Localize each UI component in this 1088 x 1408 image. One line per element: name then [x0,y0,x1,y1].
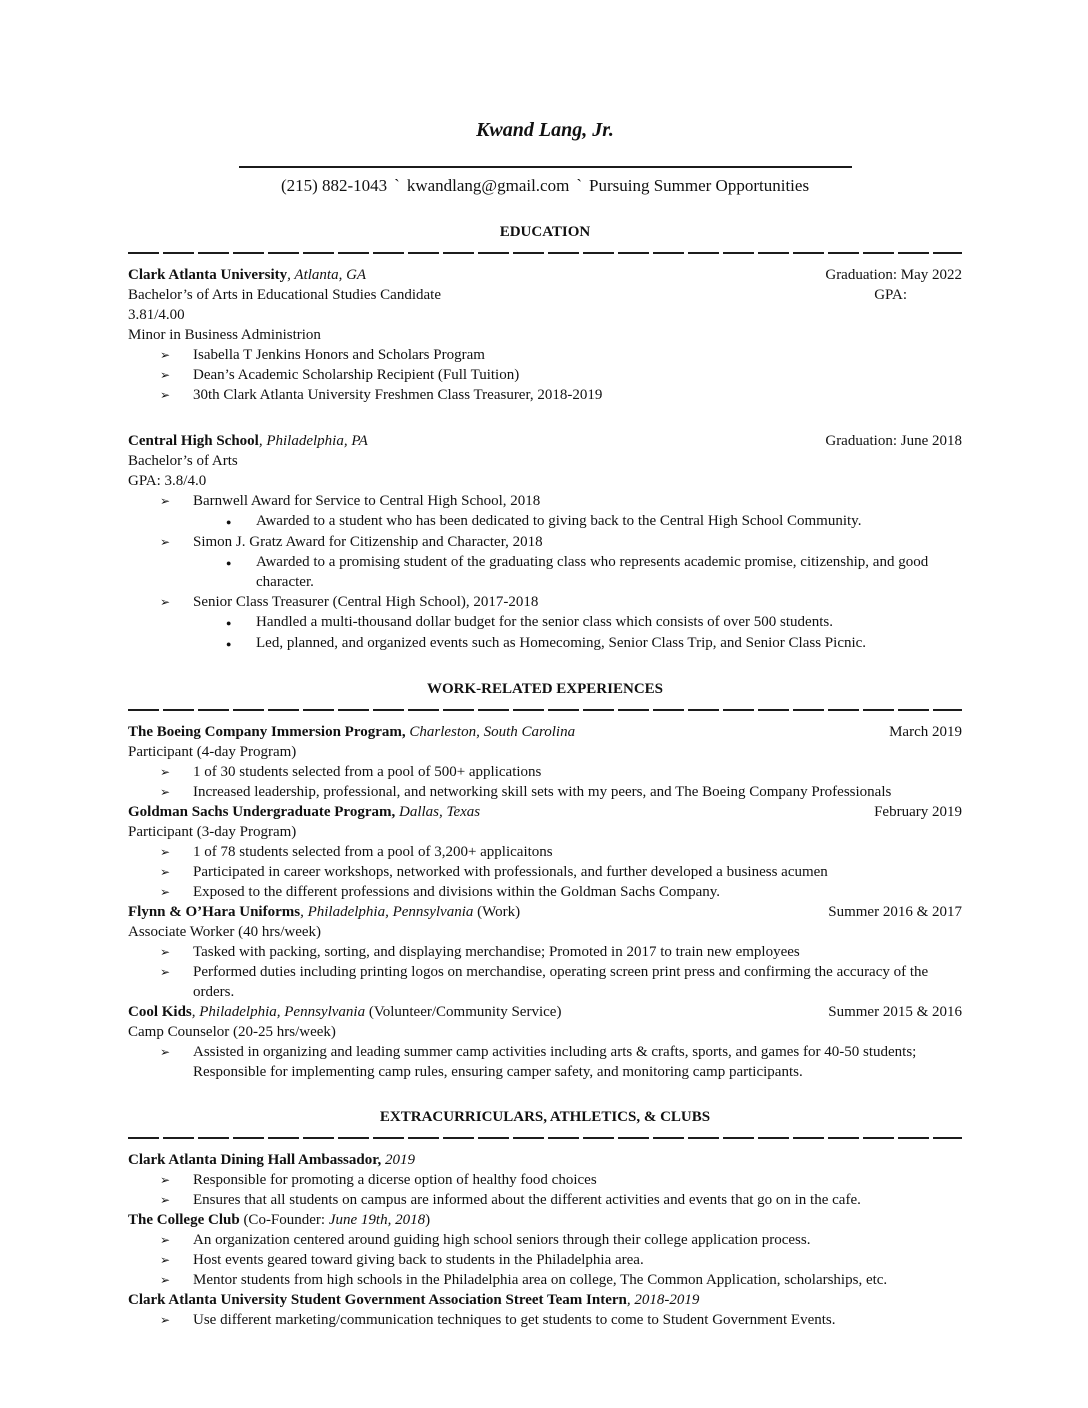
bullet-item [128,385,962,405]
school-header [128,265,366,285]
bullet-text: Responsible for promoting a dicerse option of healthy food choices [193,1172,597,1188]
bullet-text: Participated in career workshops, networked with professionals, and further developed a business acumen [193,864,828,880]
bullet-arrow-icon: ➢ [160,945,171,959]
section-title-work: WORK-RELATED EXPERIENCES [426,681,663,697]
bullet-item [128,1250,962,1270]
email-address: kwandlang@gmail.com [406,176,570,195]
org-header-row [128,902,962,922]
bullet-text: 1 of 30 students selected from a pool of 500+ applications [193,764,542,780]
minor-line: Minor in Business Administrion [128,327,321,343]
work-entry-flynn-ohara [128,902,962,1002]
gpa-label: GPA: [874,287,907,303]
bullet-item [128,1042,962,1082]
work-entry-cool-kids [128,1002,962,1082]
sub-bullet-item [128,633,962,654]
org-name: The Boeing Company Immersion Program, [128,724,406,740]
graduation-date: Graduation: June 2018 [825,433,962,449]
bullet-arrow-icon: ➢ [160,1045,171,1059]
bullet-text: Senior Class Treasurer (Central High School), 2017-2018 [193,594,539,610]
bullet-dot-icon: ● [226,517,232,527]
org-name: Goldman Sachs Undergraduate Program, [128,804,396,820]
role-line: Associate Worker (40 hrs/week) [128,924,322,940]
bullet-arrow-icon: ➢ [160,1273,171,1287]
bullet-text: Led, planned, and organized events such as Homecoming, Senior Class Trip, and Senior Class Picnic. [256,635,867,651]
contact-separator: ` [394,176,400,195]
bullet-dot-icon: ● [226,558,232,568]
bullet-arrow-icon: ➢ [160,1193,171,1207]
bullet-item [128,782,962,802]
section-divider [128,252,962,254]
bullet-item [128,1270,962,1290]
entry-date: March 2019 [889,724,962,740]
degree-row [128,285,962,305]
section-title-extracurriculars: EXTRACURRICULARS, ATHLETICS, & CLUBS [379,1109,711,1125]
org-location: , Philadelphia, Pennsylvania [300,904,474,920]
sub-bullet-item [128,612,962,633]
bullet-text: Mentor students from high schools in the Philadelphia area on college, The Common Application, scholarships, etc. [193,1272,888,1288]
org-header-row [128,1002,962,1022]
degree-line: Bachelor’s of Arts [128,453,238,469]
spacer [128,405,962,431]
bullet-text: Use different marketing/communication techniques to get students to come to Student Government Events. [193,1312,836,1328]
gpa-line: GPA: 3.8/4.0 [128,473,207,489]
school-header [128,431,368,451]
org-location: , Philadelphia, Pennsylvania [191,1004,366,1020]
role-line: Participant (3-day Program) [128,824,297,840]
contact-line [128,175,962,197]
bullet-item [128,1310,962,1330]
role-line: Participant (4-day Program) [128,744,297,760]
bullet-arrow-icon: ➢ [160,1233,171,1247]
bullet-item [128,762,962,782]
bullet-text: Dean’s Academic Scholarship Recipient (Full Tuition) [193,367,520,383]
bullet-text: Simon J. Gratz Award for Citizenship and Character, 2018 [193,534,543,550]
bullet-arrow-icon: ➢ [160,388,171,402]
org-header [128,802,480,822]
org-location: Dallas, Texas [395,804,481,820]
bullet-text: Awarded to a student who has been dedicated to giving back to the Central High School Community. [256,513,862,529]
bullet-arrow-icon: ➢ [160,494,171,508]
bullet-arrow-icon: ➢ [160,535,171,549]
entry-date: Summer 2016 & 2017 [828,904,962,920]
org-detail: , 2018-2019 [626,1292,700,1308]
work-entry-boeing [128,722,962,802]
bullet-item [128,345,962,365]
bullet-text: Increased leadership, professional, and networking skill sets with my peers, and The Boeing Company Professionals [193,784,892,800]
bullet-text: Assisted in organizing and leading summer camp activities including arts & crafts, sports, and games for 40-50 students; Responsible for implementing camp rules, ensuring camper safety, and monitoring camp participants. [193,1044,917,1080]
org-detail: 2019 [381,1152,415,1168]
org-header [128,1290,962,1310]
org-name: Clark Atlanta Dining Hall Ambassador, [128,1152,382,1168]
contact-separator: ` [576,176,582,195]
bullet-item [128,1230,962,1250]
bullet-arrow-icon: ➢ [160,765,171,779]
bullet-text: Barnwell Award for Service to Central High School, 2018 [193,493,541,509]
org-note: (Volunteer/Community Service) [365,1004,562,1020]
bullet-arrow-icon: ➢ [160,965,171,979]
work-entry-goldman-sachs [128,802,962,902]
org-detail-prefix: (Co-Founder: [239,1212,329,1228]
org-name: Flynn & O’Hara Uniforms [128,904,301,920]
graduation-date: Graduation: May 2022 [825,267,962,283]
org-note: (Work) [473,904,521,920]
extra-entry-sga-street-team [128,1290,962,1330]
sub-bullet-item [128,552,962,592]
org-detail: June 19th, 2018 [328,1212,426,1228]
entry-date: February 2019 [874,804,962,820]
bullet-item [128,532,962,552]
bullet-item [128,862,962,882]
phone-number: (215) 882-1043 [280,176,388,195]
objective-status: Pursuing Summer Opportunities [589,176,810,195]
org-name: Cool Kids [128,1004,192,1020]
school-header-row [128,265,962,285]
bullet-arrow-icon: ➢ [160,885,171,899]
extra-entry-college-club [128,1210,962,1290]
sub-bullet-item [128,511,962,532]
org-header [128,1150,962,1170]
bullet-text: An organization centered around guiding high school seniors through their college application process. [193,1232,811,1248]
bullet-arrow-icon: ➢ [160,1173,171,1187]
bullet-arrow-icon: ➢ [160,348,171,362]
bullet-text: 1 of 78 students selected from a pool of 3,200+ applicaitons [193,844,553,860]
bullet-text: Tasked with packing, sorting, and displaying merchandise; Promoted in 2017 to train new employees [193,944,800,960]
bullet-text: Exposed to the different professions and divisions within the Goldman Sachs Company. [193,884,721,900]
candidate-name: Kwand Lang, Jr. [476,119,614,141]
org-header [128,1210,962,1230]
org-detail-suffix: ) [425,1212,431,1228]
org-header-row [128,802,962,822]
bullet-text: Handled a multi-thousand dollar budget for the senior class which consists of over 500 students. [256,614,833,630]
extra-entry-dining-hall [128,1150,962,1210]
bullet-dot-icon: ● [226,618,232,628]
section-title-education: EDUCATION [499,224,591,240]
org-location: Charleston, South Carolina [405,724,576,740]
degree-line: Bachelor’s of Arts in Educational Studies Candidate [128,287,441,303]
education-entry-central-high [128,431,962,654]
school-name: Clark Atlanta University [128,267,288,283]
bullet-text: Host events geared toward giving back to students in the Philadelphia area. [193,1252,644,1268]
bullet-arrow-icon: ➢ [160,1253,171,1267]
bullet-item [128,882,962,902]
org-header [128,902,520,922]
org-header-row [128,722,962,742]
org-header [128,722,575,742]
bullet-arrow-icon: ➢ [160,785,171,799]
bullet-arrow-icon: ➢ [160,368,171,382]
school-location: , Philadelphia, PA [258,433,368,449]
bullet-item [128,1190,962,1210]
bullet-text: 30th Clark Atlanta University Freshmen Class Treasurer, 2018-2019 [193,387,603,403]
school-name: Central High School [128,433,259,449]
bullet-arrow-icon: ➢ [160,865,171,879]
section-divider [128,1137,962,1139]
bullet-item [128,962,962,1002]
school-header-row [128,431,962,451]
org-header [128,1002,561,1022]
bullet-text: Awarded to a promising student of the graduating class who represents academic promise, citizenship, and good character. [256,554,929,590]
gpa-value: 3.81/4.00 [128,307,185,323]
header-rule [239,166,852,168]
education-entry-clark-atlanta [128,265,962,405]
org-name: The College Club [128,1212,240,1228]
bullet-item [128,842,962,862]
bullet-item [128,942,962,962]
org-name: Clark Atlanta University Student Government Association Street Team Intern [128,1292,627,1308]
school-location: , Atlanta, GA [287,267,367,283]
bullet-item [128,491,962,511]
bullet-item [128,592,962,612]
bullet-arrow-icon: ➢ [160,845,171,859]
bullet-text: Ensures that all students on campus are informed about the different activities and events that go on in the cafe. [193,1192,861,1208]
bullet-dot-icon: ● [226,639,232,649]
bullet-text: Isabella T Jenkins Honors and Scholars Program [193,347,485,363]
entry-date: Summer 2015 & 2016 [828,1004,962,1020]
bullet-text: Performed duties including printing logos on merchandise, operating screen print press and confirming the accuracy of the orders. [193,964,929,1000]
bullet-item [128,365,962,385]
bullet-arrow-icon: ➢ [160,595,171,609]
bullet-item [128,1170,962,1190]
section-divider [128,709,962,711]
role-line: Camp Counselor (20-25 hrs/week) [128,1024,336,1040]
bullet-arrow-icon: ➢ [160,1313,171,1327]
